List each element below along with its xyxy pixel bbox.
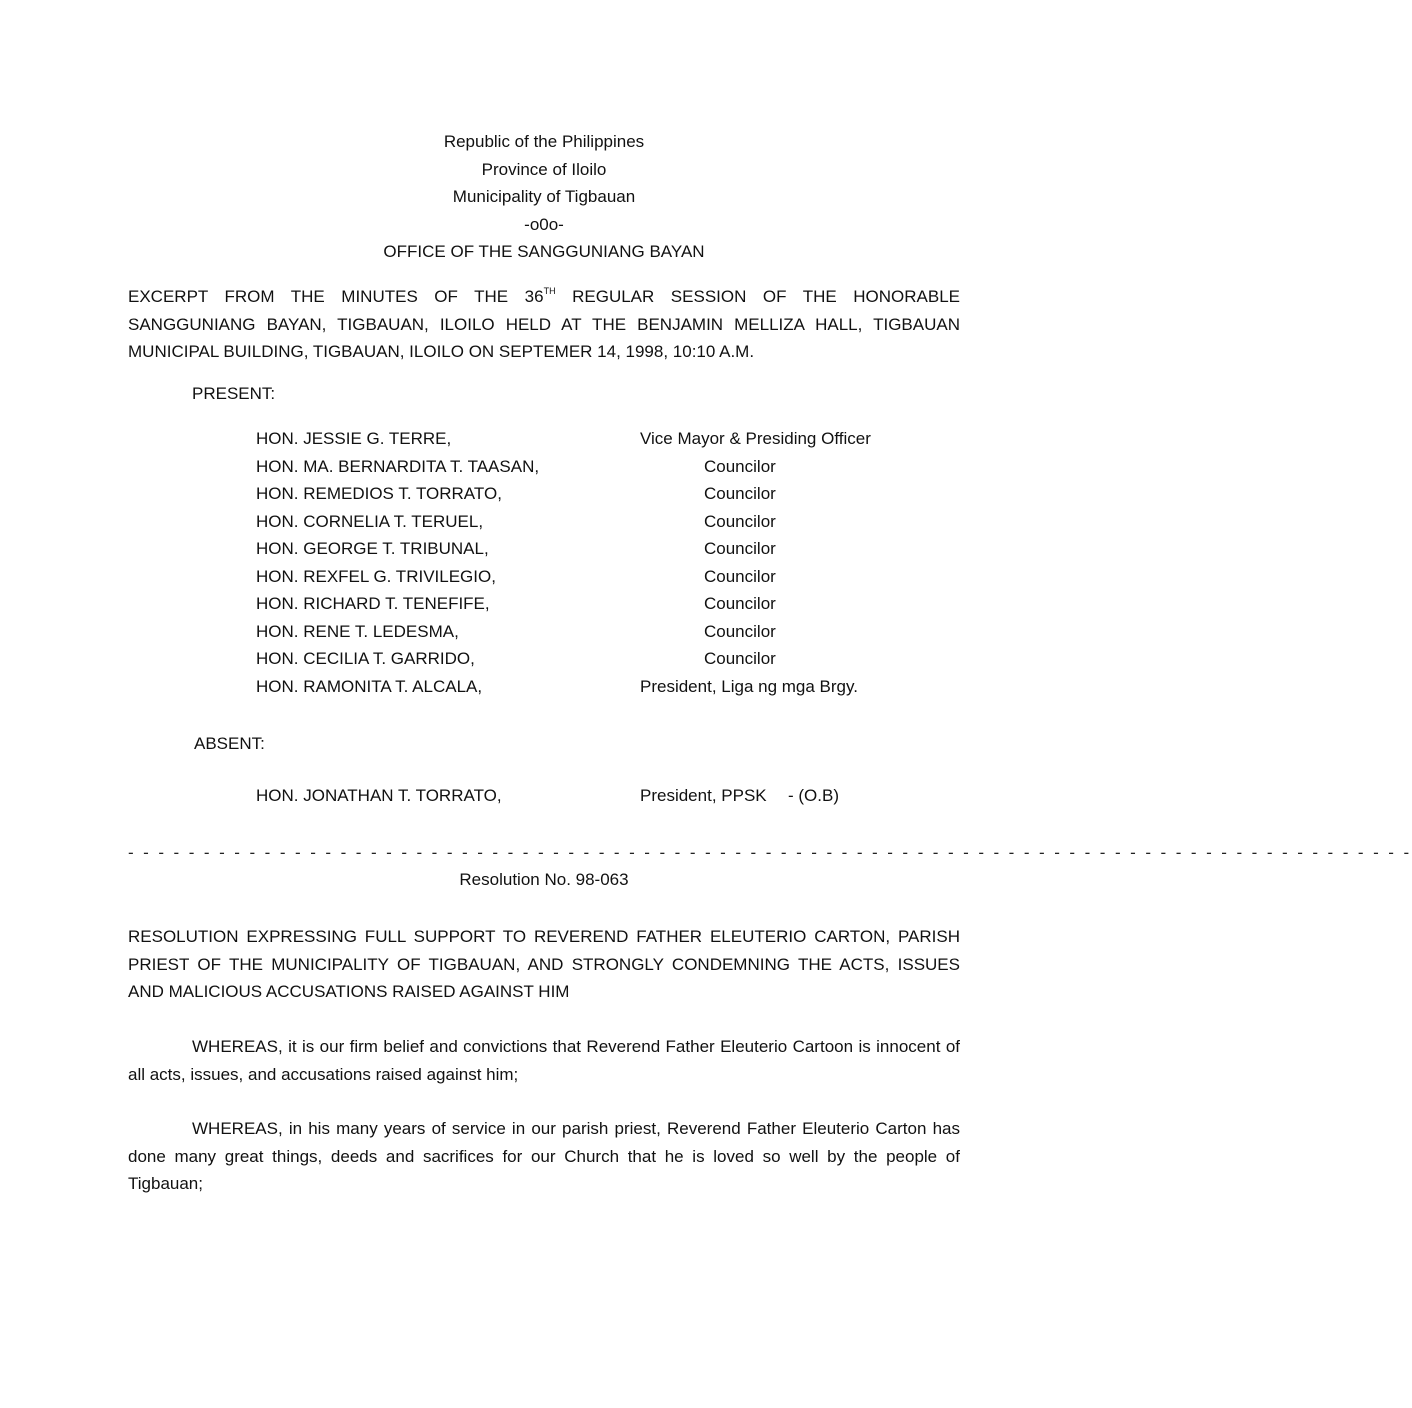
attendee-role: Councilor xyxy=(704,456,776,476)
header-province: Province of Iloilo xyxy=(481,159,607,179)
attendee-name: HON. REMEDIOS T. TORRATO, xyxy=(256,484,502,503)
attendee-row xyxy=(0,622,1088,650)
present-label: PRESENT: xyxy=(192,384,276,403)
attendee-name: HON. CORNELIA T. TERUEL, xyxy=(256,511,484,531)
absent-note: - (O.B) xyxy=(788,786,839,805)
attendee-row xyxy=(0,484,1088,512)
attendee-row xyxy=(0,677,1088,705)
header-ornament: -o0o- xyxy=(524,214,564,234)
attendee-row xyxy=(0,457,1088,485)
attendee-row xyxy=(0,649,1088,677)
excerpt-text-start: EXCERPT FROM THE MINUTES OF THE 36 xyxy=(128,287,544,306)
ordinal-suffix: TH xyxy=(543,286,556,296)
whereas-paragraph-1: WHEREAS, it is our firm belief and convictions that Reverend Father Eleuterio Cartoon is innocent of all acts, issues, and accusations raised against him; xyxy=(128,1037,960,1084)
attendee-row xyxy=(0,512,1088,540)
attendee-name: HON. RENE T. LEDESMA, xyxy=(256,621,459,641)
attendee-role: Vice Mayor & Presiding Officer xyxy=(640,429,871,448)
attendee-role: Councilor xyxy=(704,594,776,613)
attendee-name: HON. MA. BERNARDITA T. TAASAN, xyxy=(256,456,540,476)
attendee-role: Councilor xyxy=(704,649,776,668)
attendee-row xyxy=(0,594,1088,622)
absent-role: President, PPSK xyxy=(640,786,767,805)
whereas-paragraph-2: WHEREAS, in his many years of service in our parish priest, Reverend Father Eleuterio Carton has done many great things, deeds and sacrifices for our Church that he is loved so well by the people of Tigbauan; xyxy=(128,1119,960,1193)
header-municipality: Municipality of Tigbauan xyxy=(452,187,636,206)
excerpt-text-end: REGULAR SESSION OF THE HONORABLE SANGGUNIANG BAYAN, TIGBAUAN, ILOILO HELD AT THE BENJAMIN MELLIZA HALL, TIGBAUAN MUNICIPAL BUILDING, TIGBAUAN, ILOILO ON SEPTEMER 14, 1998, 10:10 A.M. xyxy=(128,287,960,361)
attendee-role: Councilor xyxy=(704,511,776,531)
attendee-name: HON. RICHARD T. TENEFIFE, xyxy=(256,594,490,613)
excerpt-paragraph xyxy=(128,283,960,366)
attendee-role: President, Liga ng mga Brgy. xyxy=(640,676,858,696)
attendee-role: Councilor xyxy=(704,484,776,503)
resolution-title: RESOLUTION EXPRESSING FULL SUPPORT TO REVEREND FATHER ELEUTERIO CARTON, PARISH PRIEST OF THE MUNICIPALITY OF TIGBAUAN, AND STRONGLY CONDEMNING THE ACTS, ISSUES AND MALICIOUS ACCUSATIONS RAISED AGAINST HIM xyxy=(128,927,960,1001)
attendee-row xyxy=(0,567,1088,595)
attendee-role: Councilor xyxy=(704,539,776,558)
attendee-role: Councilor xyxy=(704,621,776,641)
attendee-name: HON. REXFEL G. TRIVILEGIO, xyxy=(256,566,496,586)
attendee-name: HON. RAMONITA T. ALCALA, xyxy=(256,676,483,696)
attendee-name: HON. JESSIE G. TERRE, xyxy=(256,429,452,448)
resolution-number: Resolution No. 98-063 xyxy=(459,870,629,889)
attendee-row xyxy=(0,429,1088,457)
header-republic: Republic of the Philippines xyxy=(443,132,645,151)
absent-row xyxy=(0,786,1088,814)
attendee-name: HON. CECILIA T. GARRIDO, xyxy=(256,649,475,668)
header-office: OFFICE OF THE SANGGUNIANG BAYAN xyxy=(383,242,705,261)
attendee-row xyxy=(0,539,1088,567)
attendee-name: HON. GEORGE T. TRIBUNAL, xyxy=(256,539,489,558)
absent-name: HON. JONATHAN T. TORRATO, xyxy=(256,786,502,805)
absent-label: ABSENT: xyxy=(194,734,265,753)
section-divider: - - - - - - - - - - - - - - - - - - - - - - - - - - - - - - - - - - - - - - - - - - - - - - - - - - - - - - - - - - - - - - - - - - - - - - - - - - - - - - - - - - - - - xyxy=(128,843,1412,862)
letterhead xyxy=(0,128,1088,266)
attendee-role: Councilor xyxy=(704,566,776,586)
